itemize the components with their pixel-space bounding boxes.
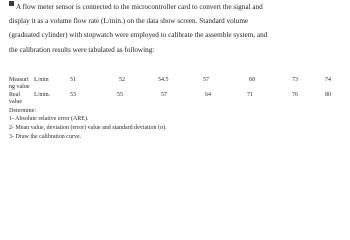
bullet-square-icon <box>9 1 14 6</box>
row-measuring-value-6: 73 <box>292 77 298 83</box>
row-real-value-1: 53 <box>70 92 76 98</box>
intro-line-4-text: the calibration results were tabulated as following: <box>9 46 155 54</box>
row-real-value-3: 57 <box>161 92 167 98</box>
row-measuring-value-1: 51 <box>70 77 76 83</box>
row-measuring-value-7: 74 <box>325 77 331 83</box>
task-item-2: 2- Mean value, deviation (error) value and standard deviation (σ). <box>9 125 167 131</box>
intro-line-4 <box>9 46 154 54</box>
intro-line-2-text: display it as a volume flow rate (L/min.) on the data show screen. Standard volume <box>9 17 249 25</box>
row-measuring-value-5: 68 <box>249 77 255 83</box>
intro-line-3 <box>9 31 267 39</box>
row-real-value-6: 76 <box>292 92 298 98</box>
row-measuring-label <box>9 77 30 90</box>
task-item-3: 3- Draw the calibration curve. <box>9 134 82 140</box>
row-real-unit: L/min. <box>34 92 51 98</box>
row-measuring-label-line1: Measuri <box>9 77 29 83</box>
row-real-label-line1: Real <box>9 92 20 98</box>
tasks-heading: Determine: <box>9 108 36 114</box>
intro-line-1-text: A flow meter sensor is connected to the microcontroller card to convert the signal and <box>16 3 263 11</box>
row-measuring-unit: L/min <box>34 77 49 83</box>
row-measuring-value-3: 54.5 <box>158 77 169 83</box>
row-real-value-2: 55 <box>117 92 123 98</box>
row-real-value-4: 64 <box>205 92 211 98</box>
row-measuring-value-4: 57 <box>203 77 209 83</box>
intro-line-2 <box>9 17 248 25</box>
row-real-value-5: 71 <box>247 92 253 98</box>
intro-line-3-text: (graduated cylinder) with stopwatch were employed to calibrate the assemble system, and <box>9 31 268 39</box>
row-real-label-line2: value <box>9 98 22 105</box>
row-measuring-value-2: 52 <box>119 77 125 83</box>
row-real-value-7: 80 <box>325 92 331 98</box>
intro-line-1 <box>16 3 263 11</box>
row-real-label <box>9 92 22 105</box>
row-measuring-label-line2: ng value <box>9 83 30 90</box>
task-item-1: 1- Absolute relative error (ARE). <box>9 116 89 122</box>
